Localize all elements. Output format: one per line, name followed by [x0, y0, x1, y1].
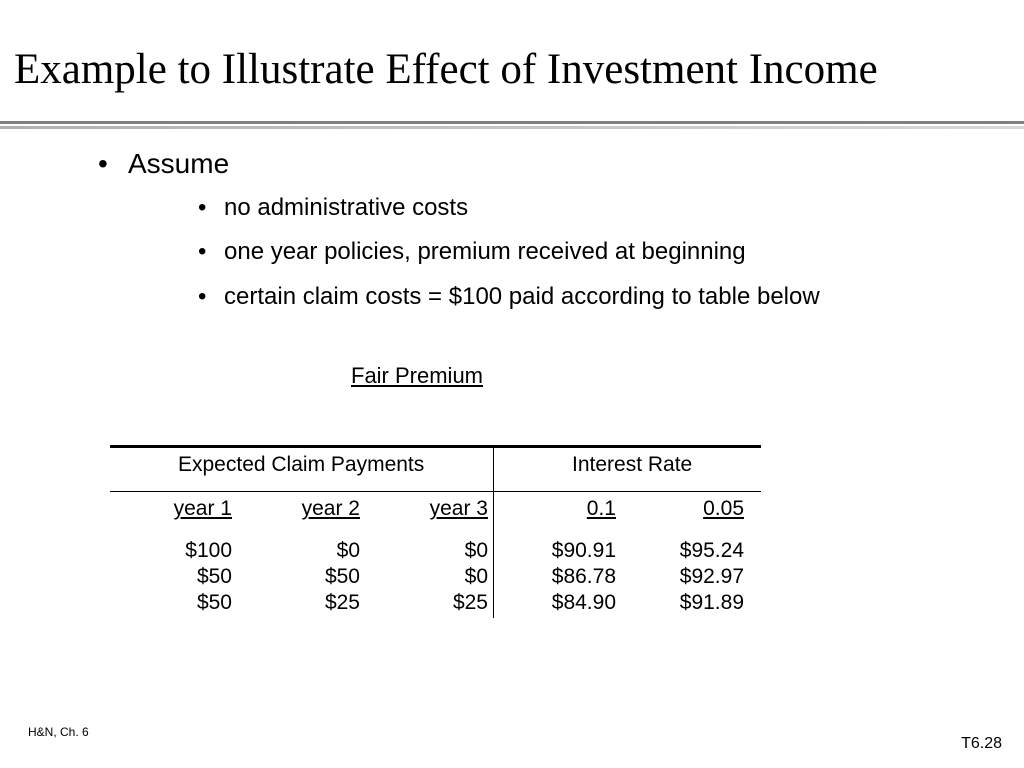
assume-item: [198, 282, 820, 312]
bullet-marker: •: [198, 194, 207, 221]
header-expected-claim-payments: Expected Claim Payments: [178, 453, 425, 476]
table-cell: $0: [464, 539, 488, 562]
header-interest-rate: Interest Rate: [572, 453, 693, 476]
col-header-rate-0-1: 0.1: [586, 497, 616, 520]
col-header-year-1: year 1: [173, 497, 232, 520]
table-cell: $100: [185, 539, 232, 562]
slide-title: Example to Illustrate Effect of Investment Income: [14, 46, 878, 93]
bullet-marker: •: [98, 148, 108, 179]
table-cell: $25: [452, 591, 488, 614]
assume-item-text: certain claim costs = $100 paid according to table below: [224, 283, 820, 310]
table-cell: $25: [324, 591, 360, 614]
assume-item-text: no administrative costs: [224, 194, 469, 221]
table-cell: $86.78: [551, 565, 616, 588]
assume-item: [198, 237, 746, 267]
table-cell: $50: [196, 591, 232, 614]
table-title: Fair Premium: [351, 363, 484, 388]
bullet-marker: •: [198, 238, 207, 265]
table-cell: $84.90: [551, 591, 616, 614]
table-cell: $0: [464, 565, 488, 588]
table-cell: $90.91: [551, 539, 616, 562]
footer-source: H&N, Ch. 6: [28, 725, 89, 739]
col-header-rate-0-05: 0.05: [703, 497, 744, 520]
title-rule-dark: [0, 121, 1024, 124]
table-group-divider: [493, 448, 494, 618]
table-cell: $95.24: [679, 539, 744, 562]
assume-item: [198, 193, 468, 223]
assume-label: Assume: [128, 148, 230, 179]
col-header-year-3: year 3: [429, 497, 488, 520]
table-header-rule: [110, 491, 761, 492]
assume-bullet: [98, 146, 229, 182]
table-top-rule: [110, 445, 761, 448]
table-cell: $50: [196, 565, 232, 588]
bullet-marker: •: [198, 283, 207, 310]
footer-slide-number: T6.28: [961, 735, 1002, 752]
table-cell: $50: [324, 565, 360, 588]
table-cell: $91.89: [679, 591, 744, 614]
col-header-year-2: year 2: [301, 497, 360, 520]
table-cell: $0: [336, 539, 360, 562]
table-cell: $92.97: [679, 565, 744, 588]
assume-item-text: one year policies, premium received at beginning: [224, 238, 746, 265]
title-rule-light: [0, 126, 1024, 129]
